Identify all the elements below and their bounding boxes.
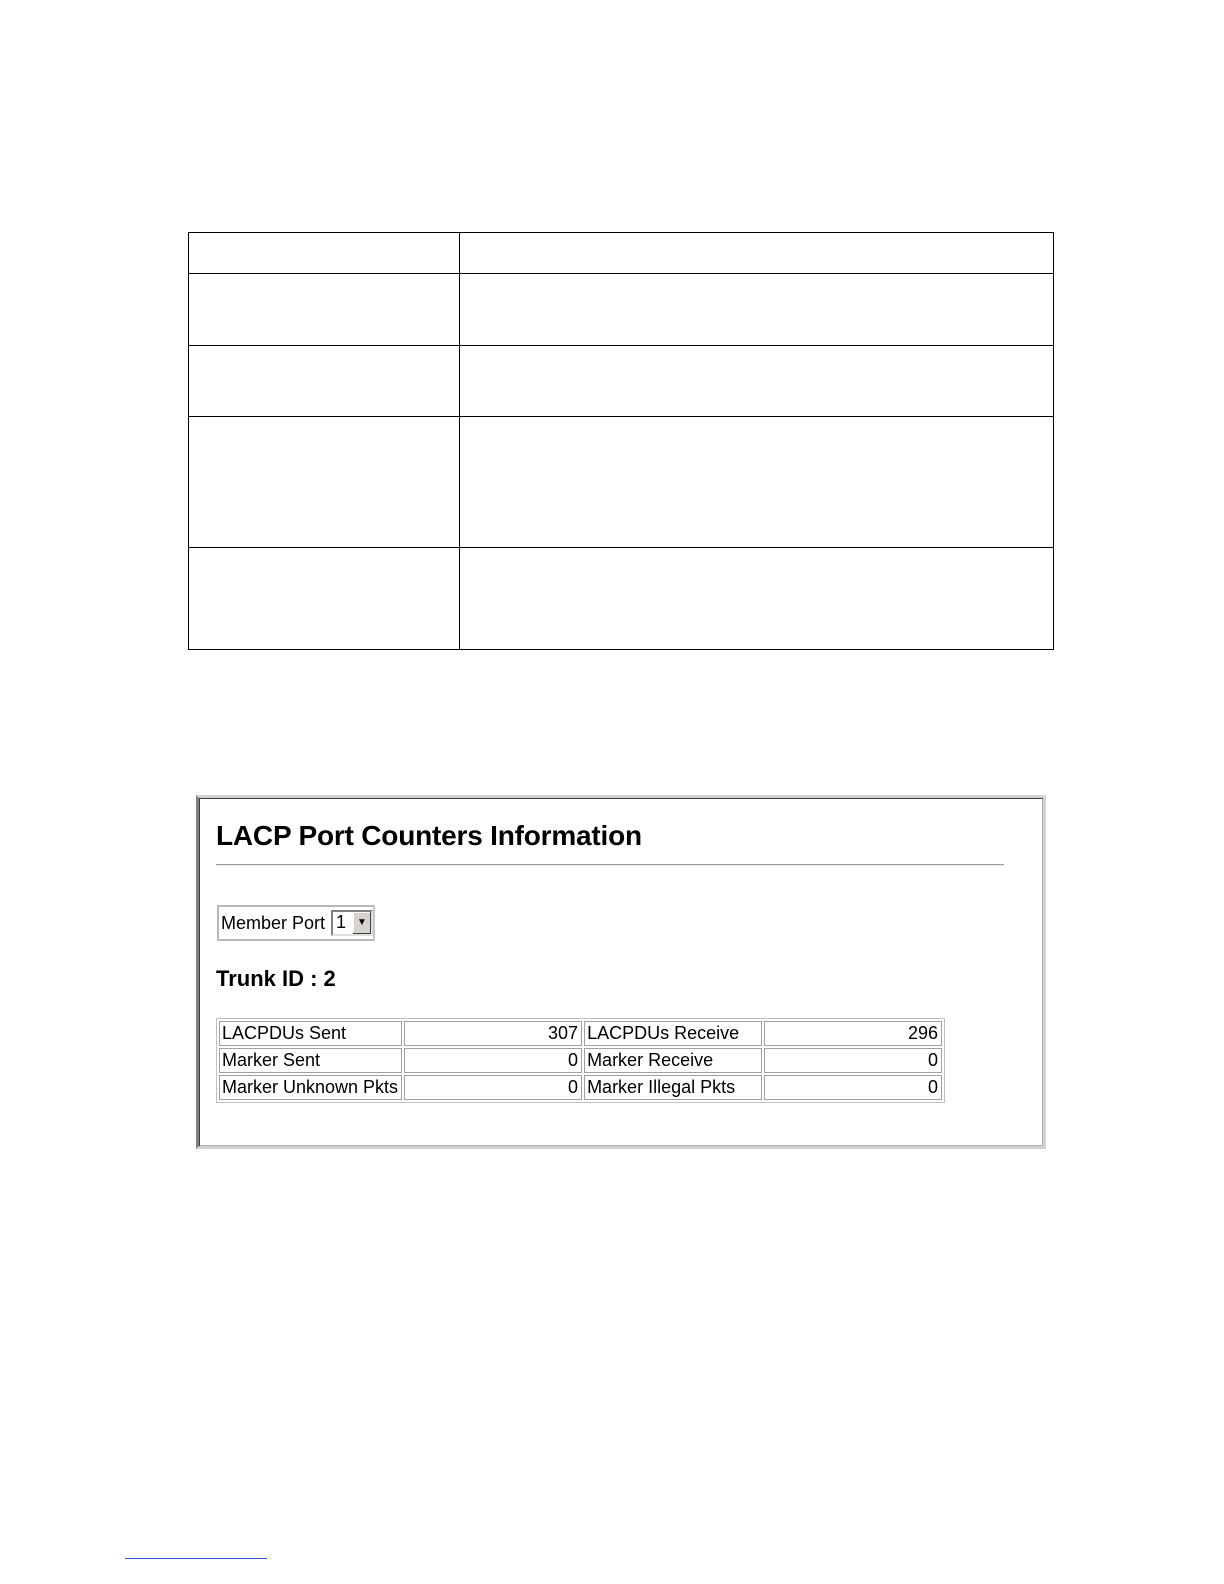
counter-label: Marker Receive <box>584 1048 762 1073</box>
counter-value: 0 <box>404 1075 582 1100</box>
counter-label: Marker Illegal Pkts <box>584 1075 762 1100</box>
member-port-value: 1 <box>336 912 347 932</box>
title-divider <box>216 864 1004 866</box>
lacp-counters-panel <box>196 795 1046 1149</box>
table-cell <box>460 548 1054 650</box>
table-cell <box>189 274 460 346</box>
table-cell <box>460 274 1054 346</box>
table-cell <box>460 417 1054 548</box>
counter-value: 0 <box>764 1075 942 1100</box>
table-row <box>219 1048 942 1073</box>
counter-label: Marker Sent <box>219 1048 402 1073</box>
member-port-group <box>217 905 375 941</box>
counters-table <box>216 1018 945 1103</box>
table-row <box>219 1021 942 1046</box>
table-row <box>189 233 1054 274</box>
table-row <box>189 274 1054 346</box>
counter-label: LACPDUs Receive <box>584 1021 762 1046</box>
member-port-select[interactable] <box>331 910 373 936</box>
counter-value: 0 <box>764 1048 942 1073</box>
table-row <box>189 346 1054 417</box>
table-row <box>219 1075 942 1100</box>
dropdown-button[interactable] <box>352 912 371 934</box>
counter-label: Marker Unknown Pkts <box>219 1075 402 1100</box>
description-table <box>188 232 1054 650</box>
chevron-down-icon: ▼ <box>357 917 367 928</box>
table-row <box>189 417 1054 548</box>
member-port-label: Member Port <box>221 912 326 933</box>
table-row <box>189 548 1054 650</box>
table-cell <box>460 233 1054 274</box>
table-cell <box>189 346 460 417</box>
footnote-divider <box>125 1558 267 1559</box>
counter-value: 296 <box>764 1021 942 1046</box>
table-cell <box>189 417 460 548</box>
trunk-id-heading: Trunk ID : 2 <box>216 966 336 991</box>
counter-value: 307 <box>404 1021 582 1046</box>
page-title: LACP Port Counters Information <box>216 820 642 851</box>
table-cell <box>189 233 460 274</box>
table-cell <box>189 548 460 650</box>
counter-value: 0 <box>404 1048 582 1073</box>
table-cell <box>460 346 1054 417</box>
counter-label: LACPDUs Sent <box>219 1021 402 1046</box>
